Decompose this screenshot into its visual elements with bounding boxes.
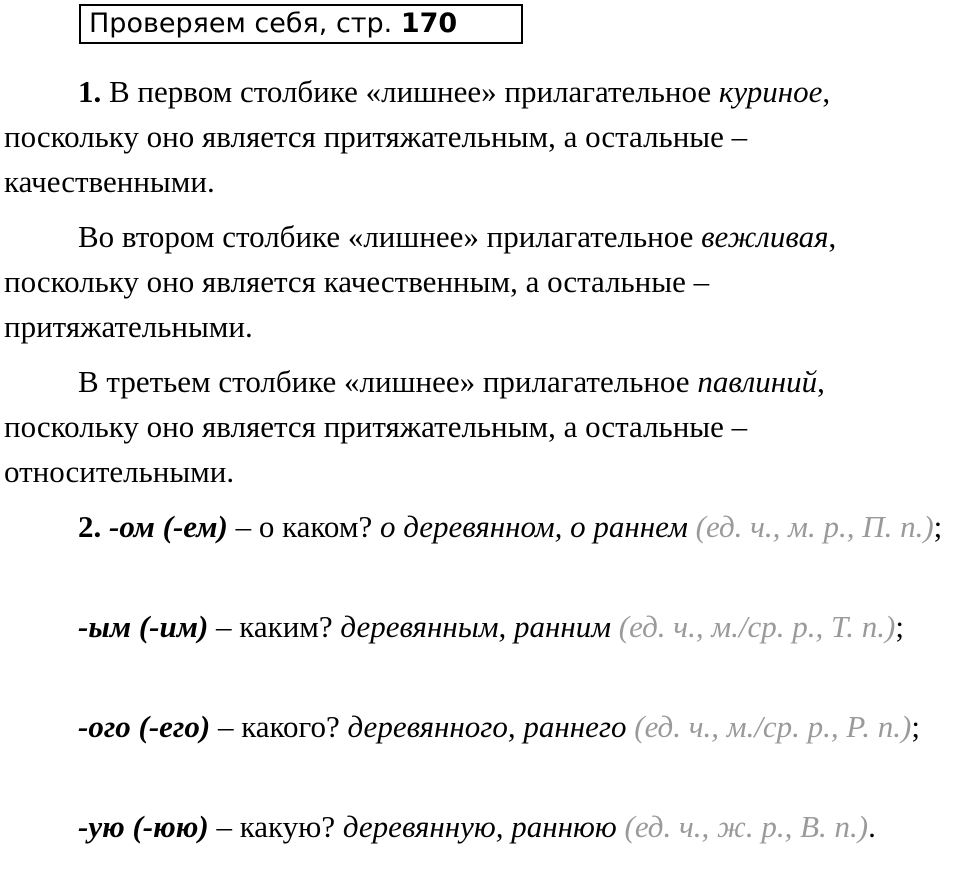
item-1-examples: о деревянном, о раннем (379, 509, 688, 544)
item-2-question: – каким? (208, 609, 341, 644)
item-4-question: – какую? (208, 809, 343, 844)
header-page-number: 170 (400, 8, 458, 39)
item-3-question: – какого? (210, 709, 348, 744)
p2-lead: Во втором столбике «лишнее» прилагательное (78, 219, 702, 254)
item-3-note: (ед. ч., м./ср. р., Р. п.) (626, 709, 912, 744)
item-3-examples: деревянного, раннего (347, 709, 627, 744)
p2-rest: , поскольку оно является качественным, а остальные – притяжательными. (4, 219, 837, 344)
item-3-punct: ; (911, 709, 920, 744)
item-1-punct: ; (933, 509, 943, 544)
p1-lead: В первом столбике «лишнее» прилагательное (101, 74, 719, 109)
item-1-note: (ед. ч., м. р., П. п.) (687, 509, 934, 544)
item-2-ending: -ым (-им) (78, 609, 209, 644)
item-2-punct: ; (895, 609, 904, 644)
item-1-question: – о каком? (227, 509, 380, 544)
item-4-ending: -ую (-юю) (78, 809, 209, 844)
p1-rest: , поскольку оно является притяжательным, а остальные – качественными. (4, 74, 831, 199)
item-3-ending: -ого (-его) (78, 709, 211, 744)
answer-2-item-1 (4, 504, 956, 549)
answer-1-paragraph-2 (4, 214, 956, 349)
answer-2-item-2 (4, 604, 956, 649)
answer-1-paragraph-3 (4, 359, 956, 494)
p3-rest: , поскольку оно является притяжательным, а остальные – относительными. (4, 364, 825, 489)
p3-word: павлиний (697, 364, 818, 399)
section-header-box (79, 4, 523, 44)
p2-word: вежливая (701, 219, 829, 254)
answer-2-number: 2. (78, 509, 102, 544)
answer-1-paragraph-1 (4, 69, 956, 204)
item-2-note: (ед. ч., м./ср. р., Т. п.) (611, 609, 896, 644)
answer-2-item-4 (4, 804, 956, 849)
item-4-note: (ед. ч., ж. р., В. п.) (616, 809, 869, 844)
answer-1-number: 1. (78, 74, 102, 109)
item-2-examples: деревянным, ранним (340, 609, 612, 644)
p3-lead: В третьем столбике «лишнее» прилагательное (78, 364, 698, 399)
header-text: Проверяем себя, стр. (89, 8, 401, 39)
item-1-ending: -ом (-ем) (101, 509, 228, 544)
p1-word: куриное (718, 74, 823, 109)
item-4-punct: . (868, 809, 876, 844)
answer-2-item-3 (4, 704, 956, 749)
item-4-examples: деревянную, раннюю (342, 809, 617, 844)
